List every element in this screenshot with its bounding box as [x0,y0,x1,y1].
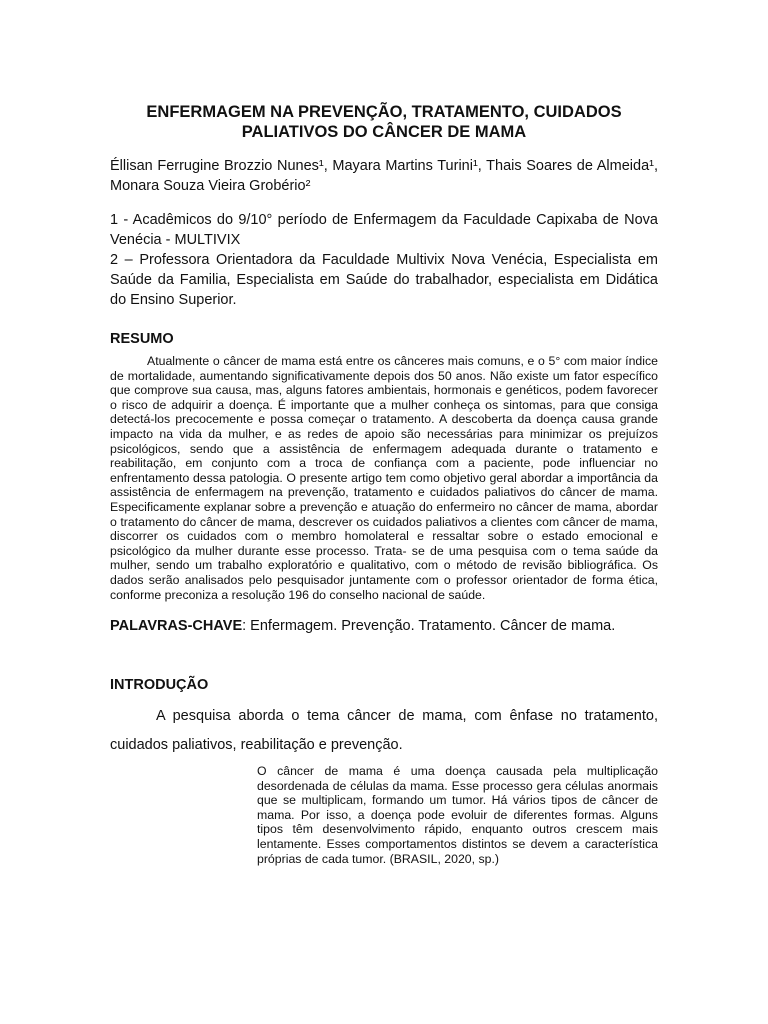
affiliation-2: 2 – Professora Orientadora da Faculdade Multivix Nova Venécia, Especialista em Saúde da Familia, Especialista em Saúde do trabalhador, especialista em Didática do Ensino Superior. [110,252,658,308]
affiliations [110,210,658,310]
block-quote: O câncer de mama é uma doença causada pela multiplicação desordenada de células da mama. Esse processo gera células anormais que se multiplicam, formando um tumor. Há vários tipos de câncer de mama. Por isso, a doença pode evoluir de diferentes formas. Alguns tipos têm desenvolvimento rápido, enquanto outros crescem mais lentamente. Esses comportamentos distintos se devem a característica próprias de cada tumor. (BRASIL, 2020, sp.) [257,764,658,866]
abstract-heading: RESUMO [110,331,174,347]
keywords [110,616,658,636]
paper-title [110,102,658,142]
title-line-2: PALIATIVOS DO CÂNCER DE MAMA [241,123,527,141]
introduction-paragraph: A pesquisa aborda o tema câncer de mama, com ênfase no tratamento, cuidados paliativos, reabilitação e prevenção. [110,708,658,754]
author-list: Éllisan Ferrugine Brozzio Nunes¹, Mayara Martins Turini¹, Thais Soares de Almeida¹, Monara Souza Vieira Grobério² [110,158,658,194]
keywords-label: PALAVRAS-CHAVE [110,618,243,635]
affiliation-1: 1 - Acadêmicos do 9/10° período de Enfermagem da Faculdade Capixaba de Nova Venécia - MULTIVIX [110,212,658,248]
abstract-text: Atualmente o câncer de mama está entre os cânceres mais comuns, e o 5° com maior índice de mortalidade, aumentando significativamente depois dos 50 anos. Não existe um fator específico que comprove sua causa, mas, alguns fatores ambientais, hormonais e genéticos, podem favorecer o risco de adquirir a doença. É importante que a mulher conheça os sintomas, para que consiga detectá-los precocemente e possa começar o tratamento. A descoberta da doença causa grande impacto na vida da mulher, e as redes de apoio são necessárias para minimizar os prejuízos psicológicos, sendo que a assistência de enfermagem adequada durante o tratamento e reabilitação, em conjunto com a troca de confiança com a paciente, pode influenciar no enfrentamento dessa patologia. O presente artigo tem como objetivo geral abordar a importância da assistência de enfermagem na prevenção, tratamento e cuidados paliativos do câncer de mama. Especificamente explanar sobre a prevenção e atuação do enfermeiro no câncer de mama, abordar o tratamento do câncer de mama, descrever os cuidados paliativos a clientes com câncer de mama, discorrer os cuidados com o membro homolateral e ressaltar sobre o estado emocional e psicológico da mulher durante esse processo. Trata- se de uma pesquisa com o tema saúde da mulher, sendo um trabalho exploratório e qualitativo, com o método de revisão bibliográfica. Os dados serão analisados pelo pesquisador juntamente com o professor orientador de forma ética, conforme preconiza a resolução 196 do conselho nacional de saúde. [110,354,658,602]
introduction-heading: INTRODUÇÃO [110,677,209,694]
keywords-list: : Enfermagem. Prevenção. Tratamento. Câncer de mama. [242,618,616,635]
document-page [110,102,658,866]
title-line-1: ENFERMAGEM NA PREVENÇÃO, TRATAMENTO, CUIDADOS [146,103,622,121]
